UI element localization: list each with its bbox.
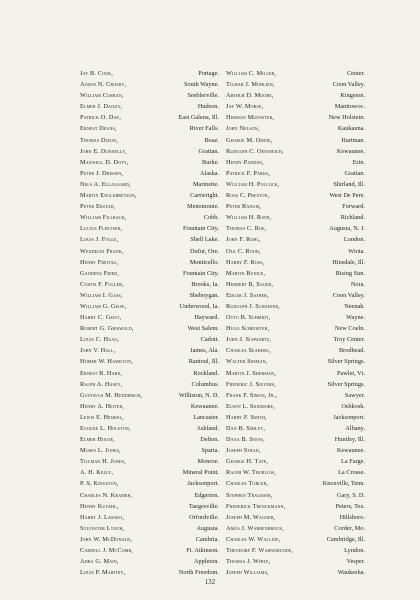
hometown: Kewaunee.	[336, 147, 365, 155]
list-item	[80, 123, 219, 134]
hometown: Rising Sun.	[335, 269, 365, 277]
person-name: Peter J. Drissen,	[80, 169, 124, 177]
list-item	[226, 68, 365, 79]
hometown: West De Pere.	[329, 192, 365, 200]
person-name: Jay W. Morse,	[226, 103, 264, 111]
person-name: Louis P. Martiny,	[80, 569, 126, 577]
hometown: Silver Springs.	[327, 380, 365, 388]
person-name: Edgar J. Sather,	[226, 291, 269, 299]
person-name: Lewis E. Henkel,	[80, 413, 124, 421]
hometown: Oshkosh.	[341, 402, 365, 410]
hometown: Brodhead.	[338, 347, 365, 355]
person-name: Charles Tobler,	[226, 480, 268, 488]
list-item	[226, 556, 365, 567]
hometown: Lancaster.	[193, 413, 219, 421]
list-item	[226, 223, 365, 234]
hometown: Troy Center.	[333, 336, 365, 344]
hometown: Cambridge, Ill.	[326, 535, 365, 543]
hometown: Pawlet, Vt.	[336, 369, 365, 377]
hometown: Dufur, Ore.	[190, 247, 219, 255]
hometown: Taegesville.	[188, 502, 219, 510]
list-item	[226, 301, 365, 312]
list-item	[80, 135, 219, 146]
list-item	[226, 423, 365, 434]
list-item	[226, 234, 365, 245]
hometown: Cobb.	[203, 214, 219, 222]
list-item	[80, 301, 219, 312]
list-item	[226, 279, 365, 290]
list-item	[80, 478, 219, 489]
person-name: A. H. Kelly,	[80, 469, 114, 477]
hometown: La Crosse.	[338, 469, 365, 477]
list-item	[80, 501, 219, 512]
person-name: Ralph W. Thurlow,	[226, 469, 277, 477]
name-columns	[80, 68, 365, 578]
list-item	[80, 90, 219, 101]
person-name: Amos J. Warrenbrock,	[226, 524, 285, 532]
list-item	[80, 212, 219, 223]
person-name: Nels A. Ellagaard,	[80, 180, 131, 188]
list-item	[226, 401, 365, 412]
list-item	[226, 434, 365, 445]
hometown: Silver Springs.	[327, 358, 365, 366]
hometown: Hillsboro.	[339, 513, 365, 521]
person-name: George H. Tate,	[226, 458, 269, 466]
hometown: Center.	[346, 70, 365, 77]
list-item	[80, 279, 219, 290]
hometown: Lyndon.	[344, 547, 365, 555]
list-item	[80, 290, 219, 301]
hometown: Fountain City.	[183, 269, 219, 277]
person-name: Ernest B. Harn,	[80, 369, 123, 377]
person-name: William H. Pollock,	[226, 180, 280, 188]
list-item	[80, 79, 219, 90]
list-item	[226, 123, 365, 134]
list-item	[80, 423, 219, 434]
person-name: William Fillback,	[80, 214, 127, 222]
hometown: Waukesha.	[337, 569, 365, 577]
list-item	[226, 467, 365, 478]
person-name: Eugene L. Holston,	[80, 425, 131, 432]
hometown: Hayward.	[194, 314, 219, 322]
person-name: William H. Rath,	[226, 214, 272, 222]
list-item	[80, 368, 219, 379]
person-name: John Nelson,	[226, 125, 260, 133]
hometown: Williston, N. D.	[178, 391, 219, 399]
list-item	[226, 79, 365, 90]
list-item	[80, 379, 219, 390]
list-item	[80, 401, 219, 412]
person-name: Homer W. Hamilton,	[80, 358, 133, 366]
list-item	[80, 168, 219, 179]
hometown: Shirland, Ill.	[333, 180, 365, 188]
list-item	[226, 456, 365, 467]
hometown: Wiota.	[348, 247, 365, 255]
hometown: Forward.	[342, 203, 365, 211]
person-name: Cardell J. McComb,	[80, 547, 134, 555]
list-item	[80, 201, 219, 212]
person-name: John W. McDonald,	[80, 535, 133, 543]
person-name: Dana B. Snow,	[226, 436, 265, 444]
person-name: Frederic J. Sievers,	[226, 380, 276, 388]
list-item	[226, 146, 365, 157]
hometown: Mineral Point.	[182, 469, 219, 477]
person-name: P. S. Kingston,	[80, 480, 119, 488]
hometown: River Falls.	[189, 125, 219, 133]
hometown: Sawyer.	[344, 391, 365, 399]
list-item	[226, 334, 365, 345]
person-name: John V. Hall,	[80, 347, 116, 355]
hometown: Vesper.	[346, 558, 365, 566]
person-name: Thomas C. Roe,	[226, 225, 267, 233]
hometown: New Holstein.	[328, 114, 365, 122]
list-item	[226, 135, 365, 146]
hometown: Jacksonport.	[187, 480, 219, 488]
list-item	[226, 201, 365, 212]
person-name: Henry A. Heiter,	[80, 402, 124, 410]
list-item	[226, 545, 365, 556]
list-item	[226, 190, 365, 201]
list-item	[226, 379, 365, 390]
person-name: John J. Schwartz,	[226, 336, 272, 344]
hometown: Kingston.	[340, 92, 365, 100]
list-item	[226, 345, 365, 356]
hometown: West Salem.	[187, 325, 219, 333]
hometown: Columbus.	[191, 380, 219, 388]
hometown: New Coeln.	[334, 325, 365, 333]
person-name: Frederick Trenckmann,	[226, 502, 286, 510]
person-name: Henry Padden,	[226, 158, 264, 166]
list-item	[80, 434, 219, 445]
person-name: Thomas J. White,	[226, 558, 271, 566]
person-name: Charles W. Walline,	[226, 535, 281, 543]
hometown: James, Ala.	[190, 347, 219, 355]
hometown: Cambria.	[195, 535, 219, 543]
person-name: William C. Miller,	[226, 70, 277, 77]
list-item	[226, 490, 365, 501]
hometown: Nora.	[350, 280, 365, 288]
list-item	[80, 490, 219, 501]
person-name: Charles N. Kramer,	[80, 491, 133, 499]
hometown: Huntley, Ill.	[334, 436, 365, 444]
list-item	[80, 523, 219, 534]
list-item	[80, 179, 219, 190]
person-name: Martin Runice,	[226, 269, 266, 277]
person-name: Patrick F. Parks,	[226, 169, 270, 177]
person-name: Gandenz Fried,	[80, 269, 120, 277]
person-name: Walter Seeman,	[226, 358, 268, 366]
person-name: John E. Donnelly,	[80, 147, 127, 155]
hometown: Hartman.	[341, 136, 365, 144]
list-item	[80, 312, 219, 323]
person-name: Anson N. Crosby,	[80, 81, 127, 89]
person-name: Herman Muenster,	[226, 114, 275, 122]
list-item	[80, 512, 219, 523]
hometown: Kaukauna.	[337, 125, 365, 133]
hometown: Portage.	[198, 70, 219, 77]
hometown: Monticello.	[189, 258, 219, 266]
hometown: Gary, S. D.	[336, 491, 365, 499]
list-item	[80, 412, 219, 423]
person-name: George M. Oddie,	[226, 136, 273, 144]
list-item	[80, 445, 219, 456]
person-name: Gustavus M. Hedderich,	[80, 391, 143, 399]
person-name: Stephen Trageser,	[226, 491, 273, 499]
hometown: Sparta.	[201, 447, 219, 455]
person-name: Maxwell D. Doty,	[80, 158, 129, 166]
list-item	[80, 334, 219, 345]
hometown: Fountain City.	[183, 225, 219, 233]
person-name: William G. Geise,	[80, 302, 127, 310]
list-item	[226, 368, 365, 379]
hometown: Kewaunee.	[190, 402, 219, 410]
list-item	[226, 168, 365, 179]
person-name: Otto B. Schmidt,	[226, 314, 271, 322]
person-name: Ross C. Preston,	[226, 192, 270, 200]
hometown: Marinette.	[192, 180, 219, 188]
hometown: Boaz.	[204, 136, 219, 144]
person-name: Lucius Fleetser,	[80, 225, 123, 233]
person-name: William Curran,	[80, 92, 124, 100]
hometown: Cadott.	[200, 336, 219, 344]
list-item	[226, 290, 365, 301]
person-name: Martin J. Sherman,	[226, 369, 276, 377]
person-name: William I. Gass,	[80, 291, 123, 299]
list-item	[80, 257, 219, 268]
hometown: Brooks, Ia.	[191, 280, 219, 288]
hometown: Jacksonport.	[333, 413, 365, 421]
person-name: Tilmar J. Mohlien,	[226, 81, 275, 89]
person-name: Elwin L. Skidmore,	[226, 402, 276, 410]
list-item	[226, 534, 365, 545]
person-name: Patrick O. Day,	[80, 114, 121, 122]
person-name: Louis J. Fogle,	[80, 236, 119, 244]
list-item	[80, 534, 219, 545]
hometown: Knoxville, Tenn.	[322, 480, 365, 488]
list-item	[226, 390, 365, 401]
person-name: Thomas Dixon,	[80, 136, 118, 144]
person-name: Arthur D. Moore,	[226, 92, 274, 100]
hometown: Erin.	[352, 158, 365, 166]
hometown: Rockland.	[193, 369, 219, 377]
list-item	[226, 246, 365, 257]
list-item	[80, 467, 219, 478]
list-item	[80, 68, 219, 79]
hometown: Manitowoc.	[334, 103, 365, 111]
person-name: Harry J. Lasseli,	[80, 513, 125, 521]
list-item	[80, 223, 219, 234]
hometown: Monroe.	[197, 458, 219, 466]
person-name: Dan B. Smiley,	[226, 425, 266, 432]
left-column	[80, 68, 219, 578]
person-name: Henry Freitag,	[80, 258, 119, 266]
hometown: Augusta.	[196, 524, 219, 532]
hometown: Hinsdale, Ill.	[332, 258, 365, 266]
person-name: Joseph Strad,	[226, 447, 261, 455]
person-name: Sylvester Lynch,	[80, 524, 125, 532]
hometown: Shell Lake.	[190, 236, 219, 244]
person-name: Harry C. Geist,	[80, 314, 122, 322]
list-item	[226, 257, 365, 268]
hometown: Peters, Tex.	[335, 502, 365, 510]
list-item	[226, 112, 365, 123]
hometown: La Farge.	[340, 458, 365, 466]
hometown: Seeblerville.	[187, 92, 219, 100]
list-item	[226, 356, 365, 367]
list-item	[80, 556, 219, 567]
list-item	[80, 234, 219, 245]
list-item	[226, 179, 365, 190]
hometown: Orfordville.	[189, 513, 219, 521]
person-name: Martin Englebretson,	[80, 192, 137, 200]
list-item	[80, 190, 219, 201]
hometown: London.	[343, 236, 365, 244]
list-item	[80, 268, 219, 279]
list-item	[80, 157, 219, 168]
hometown: Richland.	[340, 214, 365, 222]
list-item	[226, 412, 365, 423]
person-name: Jay B. Cook,	[80, 70, 114, 77]
list-item	[226, 212, 365, 223]
person-name: Peter Erstad,	[80, 203, 116, 211]
person-name: Henry Kuyahl,	[80, 502, 119, 510]
list-item	[80, 456, 219, 467]
hometown: Hudson.	[197, 103, 219, 111]
hometown: Appleton.	[193, 558, 219, 566]
list-item	[80, 345, 219, 356]
person-name: Moses L. Jones,	[80, 447, 121, 455]
list-item	[226, 101, 365, 112]
hometown: Alaska.	[199, 169, 219, 177]
list-item	[226, 567, 365, 578]
person-name: Frank F. Simon, Jr.,	[226, 391, 278, 399]
hometown: Neenah.	[344, 302, 365, 310]
person-name: Rudolph J. Schaefer,	[226, 302, 280, 310]
hometown: Albany.	[345, 425, 365, 432]
list-item	[226, 445, 365, 456]
list-item	[226, 312, 365, 323]
person-name: Harry F. Smith,	[226, 413, 267, 421]
list-item	[80, 356, 219, 367]
person-name: John F. Rohl,	[226, 236, 261, 244]
person-name: Rudolph C. Oestreich,	[226, 147, 284, 155]
person-name: Harry F. Ross,	[226, 258, 265, 266]
hometown: Corder, Mo.	[334, 524, 365, 532]
list-item	[226, 478, 365, 489]
person-name: Tillman H. Jones,	[80, 458, 126, 466]
person-name: Robert G. Griswold,	[80, 325, 134, 333]
list-item	[80, 101, 219, 112]
list-item	[80, 323, 219, 334]
hometown: Edgerton.	[194, 491, 219, 499]
hometown: Wayne.	[346, 314, 365, 322]
hometown: South Wayne.	[183, 81, 219, 89]
list-item	[80, 146, 219, 157]
list-item	[226, 512, 365, 523]
hometown: Menomonie.	[186, 203, 219, 211]
person-name: Adra G. Main,	[80, 558, 119, 566]
hometown: Cartwright.	[190, 192, 219, 200]
person-name: Herbert B. Sager,	[226, 280, 274, 288]
person-name: Ralph A. Hasey,	[80, 380, 123, 388]
person-name: Elmer House,	[80, 436, 115, 444]
hometown: Coon Valley.	[332, 291, 365, 299]
person-name: Peter Ranum,	[226, 203, 261, 211]
list-item	[80, 246, 219, 257]
person-name: Hugo Schroeter,	[226, 325, 270, 333]
list-item	[80, 390, 219, 401]
hometown: Rantoul, Ill.	[188, 358, 219, 366]
list-item	[80, 545, 219, 556]
person-name: Theodore F. Warnemunde,	[226, 547, 294, 555]
hometown: Delton.	[200, 436, 219, 444]
hometown: Grattan.	[344, 169, 365, 177]
hometown: Underwood, Ia.	[179, 302, 219, 310]
list-item	[226, 523, 365, 534]
person-name: Joseph Williams,	[226, 569, 269, 577]
right-column	[226, 68, 365, 578]
hometown: Augusta, N. J.	[329, 225, 365, 233]
list-item	[226, 268, 365, 279]
list-item	[226, 157, 365, 168]
hometown: Kewaunee.	[336, 447, 365, 455]
hometown: North Freedom.	[178, 569, 219, 577]
list-item	[226, 90, 365, 101]
person-name: Charles Seaberg,	[226, 347, 271, 355]
person-name: Elmer J. Dailey,	[80, 103, 123, 111]
person-name: Wendelin Frank,	[80, 247, 124, 255]
list-item	[80, 567, 219, 578]
person-name: Ole C. Rood,	[226, 247, 261, 255]
hometown: Ashland.	[196, 425, 219, 432]
list-item	[226, 323, 365, 334]
list-item	[80, 112, 219, 123]
hometown: Grattan.	[198, 147, 219, 155]
hometown: Burke.	[202, 158, 219, 166]
hometown: East Galena, Ill.	[178, 114, 219, 122]
page-number: 132	[204, 579, 216, 586]
person-name: Louis C. Haag,	[80, 336, 119, 344]
person-name: Curtis F. Fuller,	[80, 280, 124, 288]
hometown: Coon Valley.	[332, 81, 365, 89]
hometown: Sheboygan.	[189, 291, 219, 299]
person-name: Joseph M. Wagner,	[226, 513, 276, 521]
person-name: Ernest Deans,	[80, 125, 117, 133]
list-item	[226, 501, 365, 512]
hometown: Ft. Atkinson.	[186, 547, 219, 555]
